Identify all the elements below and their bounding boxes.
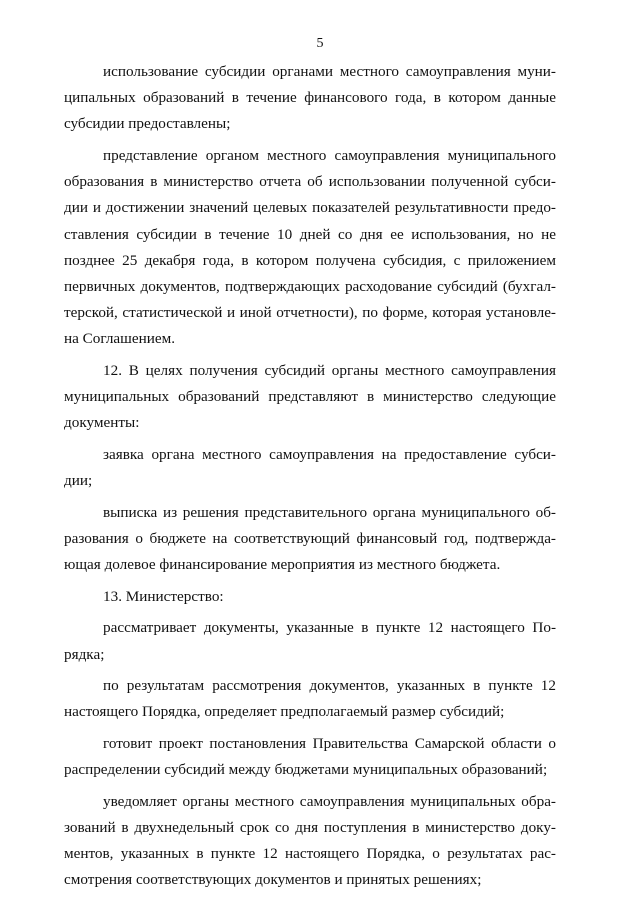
- text-line: представление органом местного самоуправления муниципального: [103, 147, 556, 164]
- text-line: настоящего Порядка, определяет предполагаемый размер субсидий;: [64, 703, 505, 721]
- document-body: [64, 59, 556, 899]
- text-line: разования о бюджете на соответствующий финансовый год, подтвержда-: [64, 530, 556, 548]
- text-line: заявка органа местного самоуправления на предоставление субси-: [103, 446, 556, 464]
- text-line: субсидии предоставлены;: [64, 115, 231, 133]
- paragraph: [64, 500, 556, 579]
- text-line: 13. Министерство:: [103, 587, 224, 605]
- text-line: уведомляет органы местного самоуправления муниципальных обра-: [103, 792, 556, 810]
- text-line: готовит проект постановления Правительства Самарской области о: [103, 735, 556, 752]
- text-line: дии и достижении значений целевых показателей результативности предо-: [64, 199, 556, 217]
- paragraph: [64, 673, 556, 725]
- paragraph: [64, 731, 556, 783]
- text-line: по результатам рассмотрения документов, указанных в пункте 12: [103, 677, 556, 695]
- text-line: использование субсидии органами местного самоуправления муни-: [103, 63, 556, 80]
- text-line: ставления субсидии в течение 10 дней со дня ее использования, но не: [64, 225, 556, 243]
- text-line: смотрения соответствующих документов и принятых решениях;: [64, 871, 482, 889]
- text-line: выписка из решения представительного органа муниципального об-: [103, 503, 556, 521]
- text-line: документы:: [64, 414, 140, 432]
- text-line: ющая долевое финансирование мероприятия из местного бюджета.: [64, 556, 501, 574]
- text-line: первичных документов, подтверждающих расходование субсидий (бухгал-: [64, 278, 556, 296]
- paragraph: [64, 59, 556, 138]
- text-line: зований в двухнедельный срок со дня поступления в министерство доку-: [64, 819, 556, 836]
- text-line: ципальных образований в течение финансового года, в котором данные: [64, 89, 556, 107]
- text-line: на Соглашением.: [64, 330, 176, 348]
- text-line: ментов, указанных в пункте 12 настоящего Порядка, о результатах рас-: [64, 845, 556, 863]
- text-line: позднее 25 декабря года, в котором получена субсидия, с приложением: [64, 251, 556, 269]
- paragraph: [64, 143, 556, 353]
- paragraph: [64, 584, 556, 610]
- text-line: 12. В целях получения субсидий органы местного самоуправления: [103, 362, 556, 380]
- paragraph: [64, 442, 556, 494]
- text-line: дии;: [64, 472, 93, 490]
- paragraph: [64, 789, 556, 894]
- page-number: 5: [316, 36, 324, 51]
- paragraph: [64, 615, 556, 667]
- text-line: терской, статистической и иной отчетности), по форме, которая установле-: [64, 304, 556, 322]
- text-line: рассматривает документы, указанные в пункте 12 настоящего По-: [103, 619, 556, 637]
- paragraph: [64, 358, 556, 437]
- text-line: рядка;: [64, 645, 105, 663]
- text-line: муниципальных образований представляют в министерство следующие: [64, 388, 556, 406]
- text-line: образования в министерство отчета об использовании полученной субси-: [64, 173, 556, 191]
- text-line: распределении субсидий между бюджетами муниципальных образований;: [64, 761, 548, 779]
